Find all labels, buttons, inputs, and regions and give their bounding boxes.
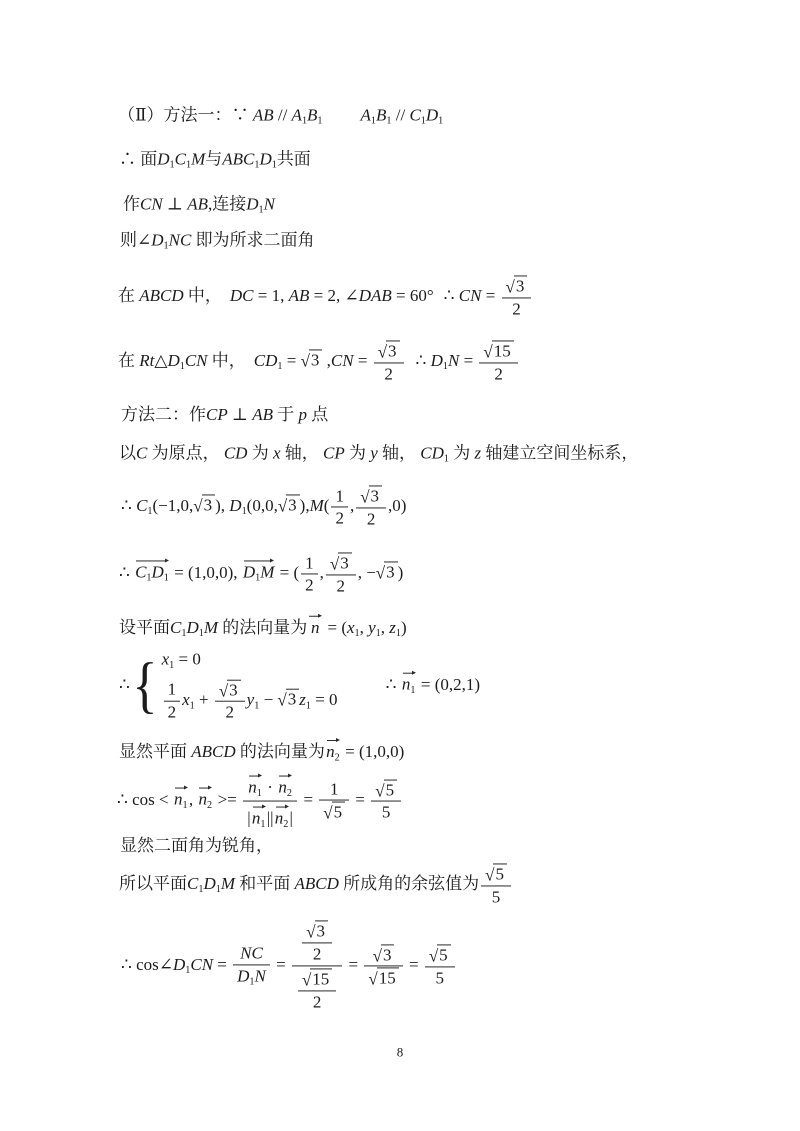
- solution-line-vectors: ∴ C1D1 = (1,0,0), D1M = ( $\frac{1}{2}$ , $\frac{√3}{2}$ , −√3 ): [119, 552, 404, 595]
- solution-line-coordinate-setup: 以C 为原点， CD 为 x 轴， CP 为 y 轴， CD1 为 z 轴建立空间坐标系，: [119, 443, 639, 465]
- solution-line-method1-header: （Ⅱ）方法一：∵ AB // A1B1 A1B1 // C1D1: [118, 105, 444, 127]
- solution-line-dihedral-angle: 则∠D1NC 即为所求二面角: [120, 230, 315, 252]
- solution-line-equation-system: ∴{ x1 = 0 $\frac{1}{2}$ x1 + $\frac{√3}{2}$ y1 − √3 z1 = 0 ∴ n1 = (0,2,1): [119, 649, 481, 722]
- solution-line-normal-setup: 设平面C1D1M 的法向量为 n = (x1, y1, z1): [119, 612, 407, 641]
- solution-line-cos-formula: ∴ cos < n1 , n2 >= n1 · n2 | n1 || n2 | = $\frac{1}{√5}$ = $\frac{√5}{5}$: [117, 771, 403, 832]
- solution-line-acute-angle: 显然二面角为锐角，: [120, 835, 273, 855]
- solution-line-construct-cn: 作CN ⊥ AB,连接D1N: [123, 194, 275, 216]
- solution-line-method2-header: 方法二：作CP ⊥ AB 于 p 点: [121, 404, 329, 424]
- solution-line-normal-n2: 显然平面 ABCD 的法向量为 n2 = (1,0,0): [119, 736, 404, 764]
- solution-line-conclusion: 所以平面C1D1M 和平面 ABCD 所成角的余弦值为 $\frac{√5}{5}$: [119, 862, 513, 907]
- page-number: 8: [396, 1044, 404, 1060]
- solution-line-coplanar: ∴ 面D1C1M与ABC1D1共面: [119, 149, 311, 171]
- solution-line-cos-d1cn: ∴ cos∠D1CN = $\frac{NC}{D1N}$ = $\frac{\frac{√3}{2}}{\frac{√15}{2}}$ = $\frac{√3}{√15}$ = $\frac{√5}{5}$: [121, 918, 457, 1013]
- solution-line-point-coords: ∴ C1(−1,0,√3 ), D1(0,0,√3 ),M( $\frac{1}{2}$ , $\frac{√3}{2}$ ,0): [121, 485, 407, 528]
- solution-line-abcd-values: 在 ABCD 中， DC = 1, AB = 2, ∠DAB = 60° ∴ CN = $\frac{√3}{2}$: [118, 274, 533, 319]
- solution-line-rt-triangle: 在 Rt△D1CN 中， CD1 = √3 ,CN = $\frac{√3}{2}$ ∴ D1N = $\frac{√15}{2}$: [118, 339, 520, 384]
